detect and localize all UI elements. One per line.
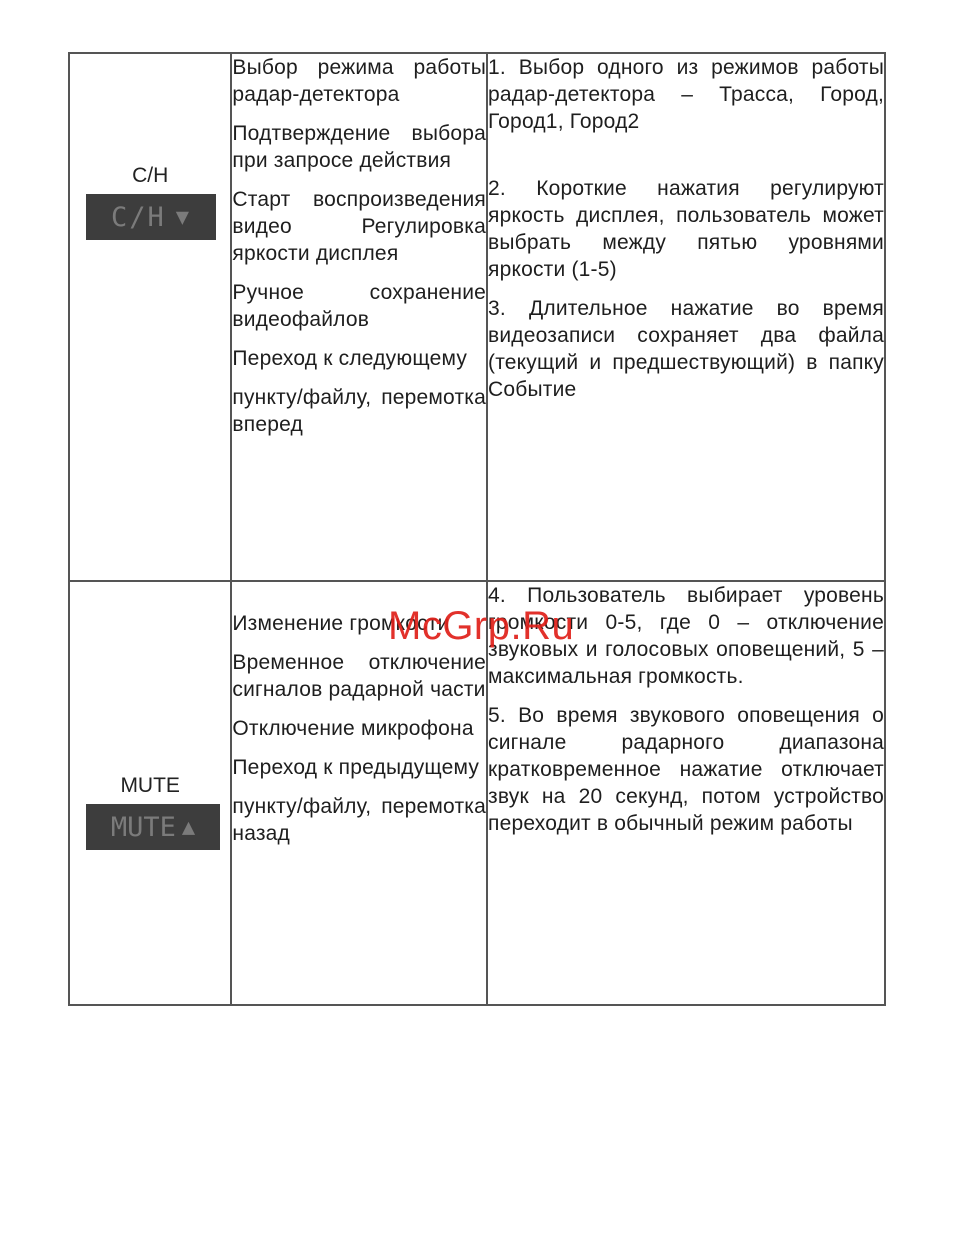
button-label-mute: MUTE [120, 774, 180, 797]
function-item: Изменение громкости [232, 612, 450, 635]
function-item: Переход к предыдущему [232, 756, 480, 779]
arrow-up-icon: ▲ [181, 814, 196, 840]
arrow-down-icon: ▼ [175, 204, 192, 230]
function-item: пункту/файлу, перемотка вперед [232, 386, 487, 436]
description-item: 2. Короткие нажатия регулируют яркость дисплея, пользователь может выбрать между пятью уровнями яркости (1-5) [488, 177, 884, 281]
function-item: Ручное сохранение видеофайлов [232, 281, 487, 331]
description-item: 5. Во время звукового оповещения о сигнале радарного диапазона кратковременное нажатие отключает звук на 20 секунд, потом устройство переходит в обычный режим работы [488, 704, 884, 835]
description-item: 3. Длительное нажатие во время видеозаписи сохраняет два файла (текущий и предшествующий) в папку Событие [488, 297, 884, 401]
watermark: McGrp.Ru [388, 604, 575, 648]
description-cell-ch [487, 53, 885, 581]
function-item: Временное отключение сигналов радарной части [232, 651, 487, 701]
function-item: Старт воспроизведения видео Регулировка яркости дисплея [232, 188, 487, 265]
description-item: 1. Выбор одного из режимов работы радар-детектора – Трасса, Город, Город1, Город2 [488, 56, 884, 133]
button-cell-ch [69, 53, 231, 581]
button-cell-mute [69, 581, 231, 1005]
ch-button-graphic [86, 194, 216, 240]
mute-button-text: MUTE [110, 811, 176, 843]
function-item: пункту/файлу, перемотка назад [232, 795, 487, 845]
description-item: 4. Пользователь выбирает уровень громкости 0-5, где 0 – отключение звуковых и голосовых оповещений, 5 – максимальная громкость. [488, 584, 884, 688]
table-row-ch [69, 53, 885, 581]
button-label-ch: С/Н [132, 164, 169, 187]
mute-button-graphic [86, 804, 220, 850]
function-item: Переход к следующему [232, 347, 468, 370]
function-item: Подтверждение выбора при запросе действия [232, 122, 487, 172]
button-function-table [68, 52, 886, 1006]
function-item: Выбор режима работы радар-детектора [232, 56, 487, 106]
ch-button-text: C/H [110, 201, 166, 233]
function-item: Отключение микрофона [232, 717, 474, 740]
function-cell-ch [231, 53, 487, 581]
